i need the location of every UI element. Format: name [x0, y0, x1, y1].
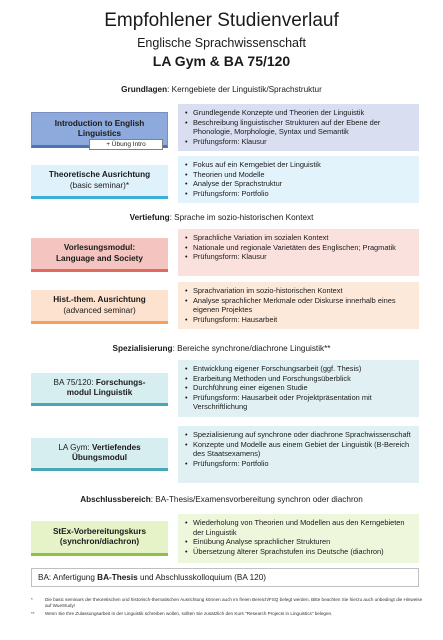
page-subtitle: Englische Sprachwissenschaft	[137, 36, 306, 50]
section-spezialisierung: Spezialisierung: Bereiche synchrone/diachrone Linguistik**	[112, 344, 331, 353]
section-vertiefung: Vertiefung: Sprache im sozio-historischen Kontext	[129, 213, 314, 222]
desc-histthem	[178, 282, 419, 329]
list-item: • Übersetzung älterer Sprachstufen ins Deutsche (diachron)	[184, 547, 413, 557]
desc-theoretisch	[178, 156, 419, 203]
list-item: • Prüfungsform: Hausarbeit oder Projektpräsentation mit Verschriftlichung	[184, 393, 413, 412]
section-grundlagen: Grundlagen: Kerngebiete der Linguistik/Sprachstruktur	[121, 85, 322, 94]
desc-intro	[178, 104, 419, 151]
list-item: • Prüfungsform: Klausur	[184, 137, 413, 147]
list-item: • Nationale und regionale Varietäten des Englischen; Pragmatik	[184, 243, 413, 253]
list-item: • Fokus auf ein Kerngebiet der Linguistik	[184, 160, 413, 170]
list-item: • Prüfungsform: Hausarbeit	[184, 315, 413, 325]
list-item: • Beschreibung linguistischer Strukturen auf der Ebene der Phonologie, Morphologie, Syntax und Semantik	[184, 118, 413, 137]
list-item: • Durchführung einer eigenen Studie	[184, 383, 413, 393]
module-stex: StEx-Vorbereitungskurs (synchron/diachron)	[31, 521, 168, 556]
list-item: • Erarbeitung Methoden und Forschungsüberblick	[184, 374, 413, 384]
list-item: • Grundlegende Konzepte und Theorien der Linguistik	[184, 108, 413, 118]
page-title: Empfohlener Studienverlauf	[104, 10, 339, 31]
module-vorlesung: Vorlesungsmodul: Language and Society	[31, 238, 168, 272]
desc-stex	[178, 514, 419, 563]
final-ba-thesis: BA: Anfertigung BA-Thesis und Abschlusskolloquium (BA 120)	[31, 568, 419, 587]
list-item: • Sprachvariation im sozio-historischen Kontext	[184, 286, 413, 296]
footnote-2: ** Wenn Sie Ihre Zulassungsarbeit in der Linguistik schreiben wollen, sollten Sie zusätzlich den Kurs "Research Projects in Linguistics" belegen.	[31, 611, 333, 616]
list-item: • Spezialisierung auf synchrone oder diachrone Sprachwissenschaft	[184, 430, 413, 440]
footnote-1: * Die basic seminars der theoretischen und historisch-thematischen Ausrichtung können auch im freien Bereich/FSQ belegt werden. Bitte beachten Sie hierzu auch unbedingt die Hinweise auf WueStudy!	[31, 597, 423, 609]
desc-vorlesung	[178, 229, 419, 276]
module-intro: Introduction to English Linguistics	[31, 112, 168, 148]
list-item: • Wiederholung von Theorien und Modellen aus den Kerngebieten der Linguistik	[184, 518, 413, 537]
module-histthem: Hist.-them. Ausrichtung (advanced seminar)	[31, 290, 168, 324]
desc-forschung	[178, 360, 419, 417]
program-title: LA Gym & BA 75/120	[152, 53, 291, 69]
module-forschung: BA 75/120: Forschungs- modul Linguistik	[31, 373, 168, 406]
list-item: • Analyse sprachlicher Merkmale oder Diskurse innerhalb eines eigenen Projektes	[184, 296, 413, 315]
list-item: • Konzepte und Modelle aus einem Gebiet der Linguistik (B-Bereich des Staatsexamens)	[184, 440, 413, 459]
desc-vertiefend	[178, 426, 419, 483]
module-theoretisch: Theoretische Ausrichtung (basic seminar)*	[31, 165, 168, 199]
section-abschluss: Abschlussbereich: BA-Thesis/Examensvorbereitung synchron oder diachron	[80, 495, 363, 504]
list-item: • Analyse der Sprachstruktur	[184, 179, 413, 189]
list-item: • Prüfungsform: Portfolio	[184, 459, 413, 469]
list-item: • Theorien und Modelle	[184, 170, 413, 180]
list-item: • Prüfungsform: Portfolio	[184, 189, 413, 199]
list-item: • Prüfungsform: Klausur	[184, 252, 413, 262]
badge-uebung-intro: + Übung Intro	[89, 139, 163, 150]
list-item: • Entwicklung eigener Forschungsarbeit (ggf. Thesis)	[184, 364, 413, 374]
list-item: • Einübung Analyse sprachlicher Strukturen	[184, 537, 413, 547]
module-vertiefend: LA Gym: Vertiefendes Übungsmodul	[31, 438, 168, 471]
list-item: • Sprachliche Variation im sozialen Kontext	[184, 233, 413, 243]
